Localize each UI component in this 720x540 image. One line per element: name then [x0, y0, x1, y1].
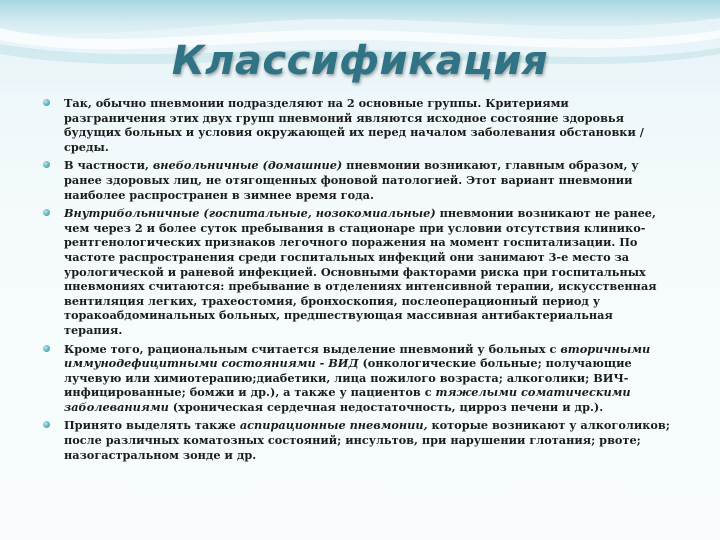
bullet-icon: [43, 99, 50, 106]
item-text-1-2: пневмонии возникают, главным образом, у ранее здоровых лиц, не отягощенных фоновой патологией. Этот вариант пневмонии наиболее распространен в зимнее время года.: [64, 158, 639, 202]
bullet-icon: [43, 209, 50, 216]
item-text-2-0: Внутрибольничные (госпитальные, нозокомиальные): [64, 206, 436, 221]
bullet-item: [40, 418, 672, 462]
item-text-1-1: внебольничные (домашние): [152, 158, 343, 173]
item-text-3-2: (онкологические больные; получающие лучевую или химиотерапию;диабетики, лица пожилого возраста; алкоголики; ВИЧ-инфицированные; бомжи и др.), а также у пациентов с: [64, 356, 632, 400]
item-text-4-2: которые возникают у алкоголиков; после различных коматозных состояний; инсультов, при нарушении глотания; рвоте; назогастральном зонде и др.: [64, 418, 670, 462]
bullet-icon: [43, 421, 50, 428]
bullet-item: [40, 342, 672, 415]
bullet-item: [40, 158, 672, 202]
item-text-3-4: (хроническая сердечная недостаточность, цирроз печени и др.).: [168, 399, 604, 414]
bullet-item: [40, 206, 672, 337]
item-text-3-1: вторичными иммунодефицитными состояниями - ВИД: [64, 341, 651, 371]
item-text-2-1: пневмонии возникают не ранее, чем через 2 и более суток пребывания в стационаре при условии отсутствия клинико-рентгенологических признаков легочного поражения на момент госпитализации. По частоте распространения среди госпитальных инфекций они занимают 3-е место за урологической и раневой инфекцией. Основными факторами риска при госпитальных пневмониях считаются: пребывание в отделениях интенсивной терапии, искусственная вентиляция легких, трахеостомия, бронхоскопия, послеоперационный период у торакоабдоминальных больных, предшествующая массивная антибактериальная терапия.: [64, 206, 657, 337]
item-text-3-3: тяжелыми соматическими заболеваниями: [64, 385, 631, 414]
bullet-icon: [43, 161, 50, 168]
item-text-1-0: В частности,: [64, 158, 153, 173]
item-text-3-0: Кроме того, рациональным считается выделение пневмоний у больных с: [64, 341, 561, 356]
bullet-icon: [43, 345, 50, 352]
item-text-0-0: Так, обычно пневмонии подразделяют на 2 основные группы. Критериями разграничения этих двух групп пневмоний являются исходное состояние здоровья будущих больных и условия окружающей их перед началом заболевания обстановки / среды.: [64, 96, 644, 154]
item-text-4-1: аспирационные пневмонии,: [239, 418, 428, 433]
bullet-list: [40, 96, 672, 466]
bullet-item: [40, 96, 672, 154]
item-text-4-0: Принято выделять также: [64, 418, 240, 433]
slide-title: Классификация: [171, 38, 549, 84]
